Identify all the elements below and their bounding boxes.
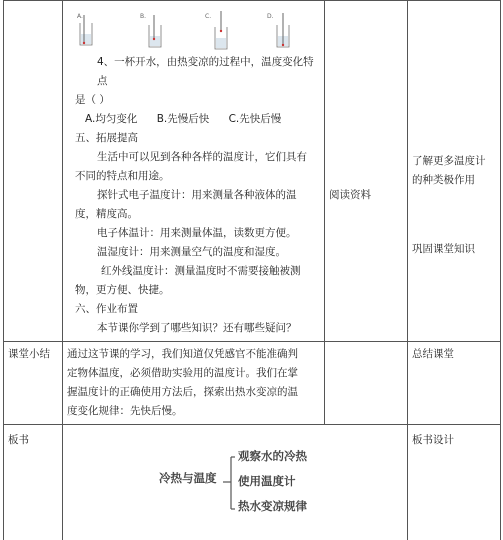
stage-cell xyxy=(4,1,63,342)
summary-row xyxy=(4,342,501,425)
summary-content xyxy=(63,342,325,425)
beaker-thermometer-icon xyxy=(255,1,319,53)
thermometer-figures xyxy=(63,1,320,53)
beaker-thermometer-icon xyxy=(127,1,191,53)
board-diagram xyxy=(63,425,407,540)
section6-heading: 六、作业布置 xyxy=(75,303,138,315)
board-design: 板书设计 xyxy=(408,425,501,540)
board-branch-1: 观察水的冷热 xyxy=(238,449,307,463)
section5-heading: 五、拓展提高 xyxy=(75,132,138,144)
board-content xyxy=(63,425,408,540)
probe-thermometer: 探针式电子温度计：用来测量各种液体的温 xyxy=(97,189,297,201)
option-b: B.先慢后快 xyxy=(156,113,210,125)
summary-purpose: 总结课堂 xyxy=(408,342,501,425)
figure-a-label: A. xyxy=(77,13,83,20)
reading-material: 阅读资料 xyxy=(329,189,371,201)
design-intent-cell xyxy=(325,1,408,342)
section5-intro-cont: 不同的特点和用途。 xyxy=(75,170,170,182)
figure-d xyxy=(255,1,319,53)
summary-line2: 定物体温度，必须借助实验用的温度计。我们在掌 xyxy=(67,367,298,379)
board-label: 板书 xyxy=(4,425,63,540)
electronic-thermometer: 电子体温计：用来测量体温，读数更方便。 xyxy=(97,227,297,239)
figure-c-label: C. xyxy=(205,13,212,20)
option-a: A.均匀变化 xyxy=(85,113,138,125)
summary-label: 课堂小结 xyxy=(4,342,63,425)
infrared-thermometer-cont: 物，更方便、快捷。 xyxy=(75,284,170,296)
beaker-thermometer-icon xyxy=(191,1,255,53)
question-text-cont: 是（ ） xyxy=(75,94,110,106)
purpose-cell xyxy=(408,1,501,342)
activity-row xyxy=(4,1,501,342)
board-branch-3: 热水变凉规律 xyxy=(238,499,307,513)
probe-thermometer-cont: 度，精度高。 xyxy=(75,208,138,220)
section5-intro: 生活中可以见到各种各样的温度计，它们具有 xyxy=(97,151,307,163)
infrared-thermometer: 红外线温度计：测量温度时不需要接触被测 xyxy=(101,265,301,277)
figure-b xyxy=(127,1,191,53)
purpose-line3: 巩固课堂知识 xyxy=(412,243,475,255)
purpose-line2: 的种类极作用 xyxy=(412,174,475,186)
humidity-thermometer: 温湿度计：用来测量空气的温度和湿度。 xyxy=(97,246,286,258)
figure-a xyxy=(63,1,127,53)
board-branch-2: 使用温度计 xyxy=(238,474,296,488)
summary-empty xyxy=(325,342,408,425)
figure-c xyxy=(191,1,255,53)
figure-b-label: B. xyxy=(140,13,147,20)
option-c: C.先快后慢 xyxy=(228,113,282,125)
content-cell xyxy=(63,1,325,342)
summary-line4: 度变化规律：先快后慢。 xyxy=(67,405,183,417)
summary-line3: 握温度计的正确使用方法后，探索出热水变凉的温 xyxy=(67,386,298,398)
figure-d-label: D. xyxy=(267,13,274,20)
homework-text: 本节课你学到了哪些知识？还有哪些疑问？ xyxy=(97,322,297,334)
summary-line1: 通过这节课的学习，我们知道仅凭感官不能准确判 xyxy=(67,348,298,360)
question-options xyxy=(67,110,320,129)
board-row xyxy=(4,425,501,540)
board-bracket-icon xyxy=(63,425,408,540)
question-text: 4、一杯开水，由热变凉的过程中，温度变化特点 xyxy=(97,56,314,87)
lesson-plan-table xyxy=(3,0,501,540)
board-root: 冷热与温度 xyxy=(159,471,217,485)
purpose-line1: 了解更多温度计 xyxy=(412,155,486,167)
beaker-thermometer-icon xyxy=(63,1,127,53)
